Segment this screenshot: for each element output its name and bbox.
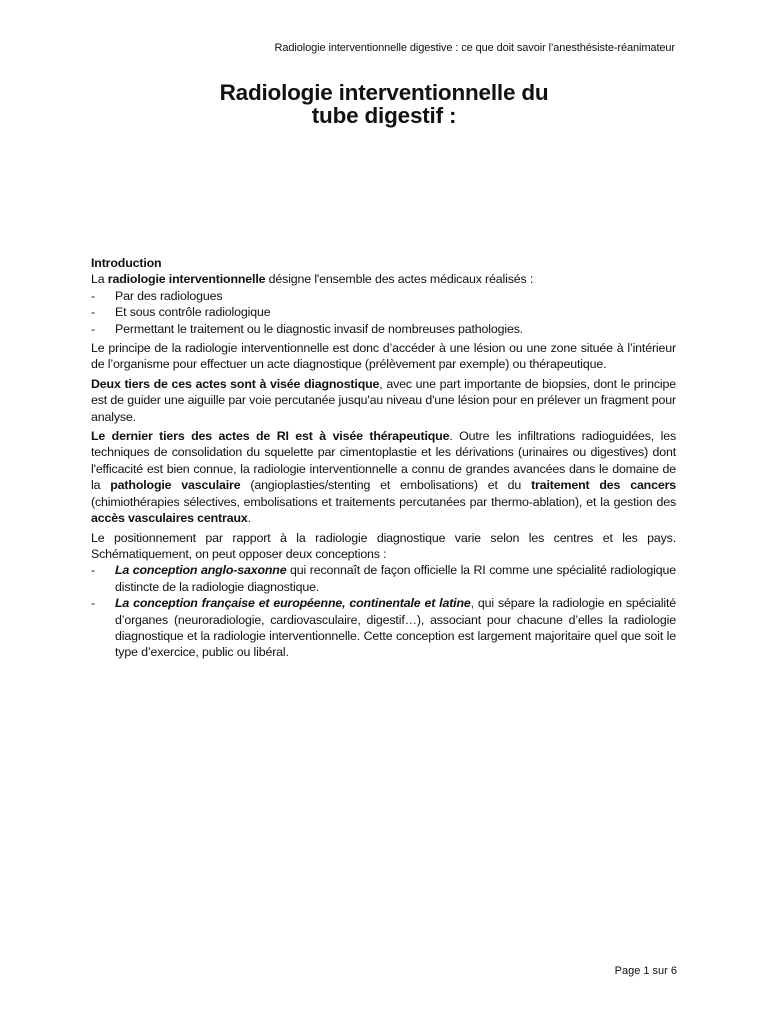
list-item-text: Et sous contrôle radiologique (115, 305, 271, 320)
therapeutic-text-3: (chimiothérapies sélectives, embolisations et traitements percutanées par thermo-ablation), et la gestion des (91, 494, 676, 509)
therapeutic-bold-3: traitement des cancers (531, 478, 676, 493)
document-title-line-2: tube digestif : (311, 103, 457, 128)
intro-definition-prefix: La (91, 272, 108, 287)
paragraph-therapeutic (91, 428, 676, 526)
therapeutic-text-4: . (247, 511, 251, 526)
list-item-text: Permettant le traitement ou le diagnostic invasif de nombreuses pathologies. (115, 321, 524, 336)
intro-paragraph-definition (91, 271, 676, 287)
section-heading-introduction: Introduction (91, 256, 162, 270)
definition-list (91, 288, 676, 337)
paragraph-principle: Le principe de la radiologie interventionnelle est donc d’accéder à une lésion ou une zone située à l’intérieur de l’organisme pour effectuer un acte diagnostique (prélèvement par exemple) ou thérapeutique. (91, 341, 676, 372)
intro-definition-term: radiologie interventionnelle (107, 272, 266, 287)
conception-text: , qui sépare la radiologie en spécialité d’organes (neuroradiologie, cardiovasculaire, digestif…), associant pour chacune d’elles la radiologie diagnostique et la radiologie interventionnelle. Cette conception est largement majoritaire quel que soit le type d’exercice, public ou libéral. (115, 596, 676, 660)
list-item-text: Par des radiologues (115, 288, 223, 303)
conception-text: qui reconnaît de façon officielle la RI comme une spécialité radiologique distincte de la radiologie diagnostique. (115, 563, 676, 594)
conceptions-list (91, 562, 676, 660)
dash-bullet: - (91, 305, 95, 320)
therapeutic-text-1: . Outre les infiltrations radioguidées, les techniques de consolidation du squelette par cimentoplastie et les dérivations (urinaires ou digestives) dont l'efficacité est bien connue, la radiologie interventionnelle a connu de grandes avancées dans le domaine de la (91, 429, 676, 493)
dash-bullet: - (91, 288, 95, 303)
therapeutic-bold-1: Le dernier tiers des actes de RI est à visée thérapeutique (91, 429, 450, 444)
running-header: Radiologie interventionnelle digestive : ce que doit savoir l’anesthésiste-réanimateur (274, 42, 675, 54)
list-item (91, 288, 676, 304)
therapeutic-bold-4: accès vasculaires centraux (91, 511, 248, 526)
paragraph-diagnostic-bold: Deux tiers de ces actes sont à visée diagnostique (91, 376, 380, 391)
conception-item (91, 562, 676, 595)
document-body (91, 255, 676, 664)
list-item (91, 304, 676, 320)
list-item (91, 321, 676, 337)
document-title (0, 81, 768, 127)
paragraph-diagnostic-text: , avec une part importante de biopsies, dont le principe est de guider une aiguille par voie percutanée jusqu'au niveau d'une lésion pour en prélever un fragment pour analyse. (91, 376, 676, 424)
conception-item (91, 595, 676, 661)
dash-bullet: - (91, 596, 95, 611)
intro-definition-suffix: désigne l'ensemble des actes médicaux réalisés : (265, 272, 534, 287)
dash-bullet: - (91, 563, 95, 578)
paragraph-diagnostic (91, 376, 676, 425)
document-title-line-1: Radiologie interventionnelle du (219, 80, 549, 105)
paragraph-positioning: Le positionnement par rapport à la radiologie diagnostique varie selon les centres et les pays. Schématiquement, on peut opposer deux conceptions : (91, 530, 676, 561)
conception-name: La conception française et européenne, continentale et latine (115, 596, 471, 611)
page-number: Page 1 sur 6 (614, 965, 677, 977)
dash-bullet: - (91, 321, 95, 336)
therapeutic-text-2: (angioplasties/stenting et embolisations) et du (240, 478, 532, 493)
therapeutic-bold-2: pathologie vasculaire (110, 478, 241, 493)
conception-name: La conception anglo-saxonne (115, 563, 287, 578)
